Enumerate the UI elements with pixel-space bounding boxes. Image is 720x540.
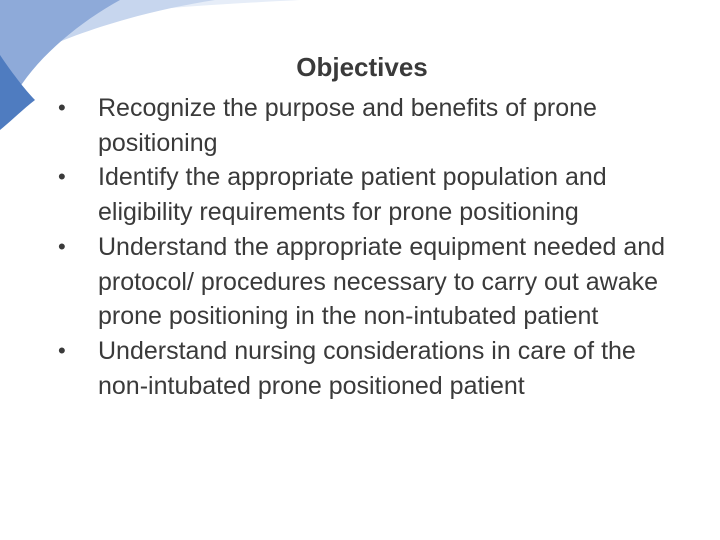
bullet-text: Identify the appropriate patient population and eligibility requirements for prone positioning	[98, 163, 607, 227]
list-item	[58, 91, 678, 160]
bullet-marker: •	[58, 337, 66, 363]
list-item	[58, 230, 678, 334]
bullet-marker: •	[58, 233, 66, 259]
bullet-text: Understand nursing considerations in care of the non-intubated prone positioned patient	[98, 336, 636, 400]
list-item	[58, 160, 678, 229]
slide-title: Objectives	[296, 52, 428, 82]
objectives-list	[58, 91, 678, 403]
bullet-marker: •	[58, 95, 66, 120]
bullet-marker: •	[58, 164, 66, 190]
bullet-text: Recognize the purpose and benefits of prone positioning	[98, 94, 597, 157]
list-item	[58, 334, 678, 403]
bullet-text: Understand the appropriate equipment needed and protocol/ procedures necessary to carry out awake prone positioning in the non-intubated patient	[98, 232, 666, 331]
